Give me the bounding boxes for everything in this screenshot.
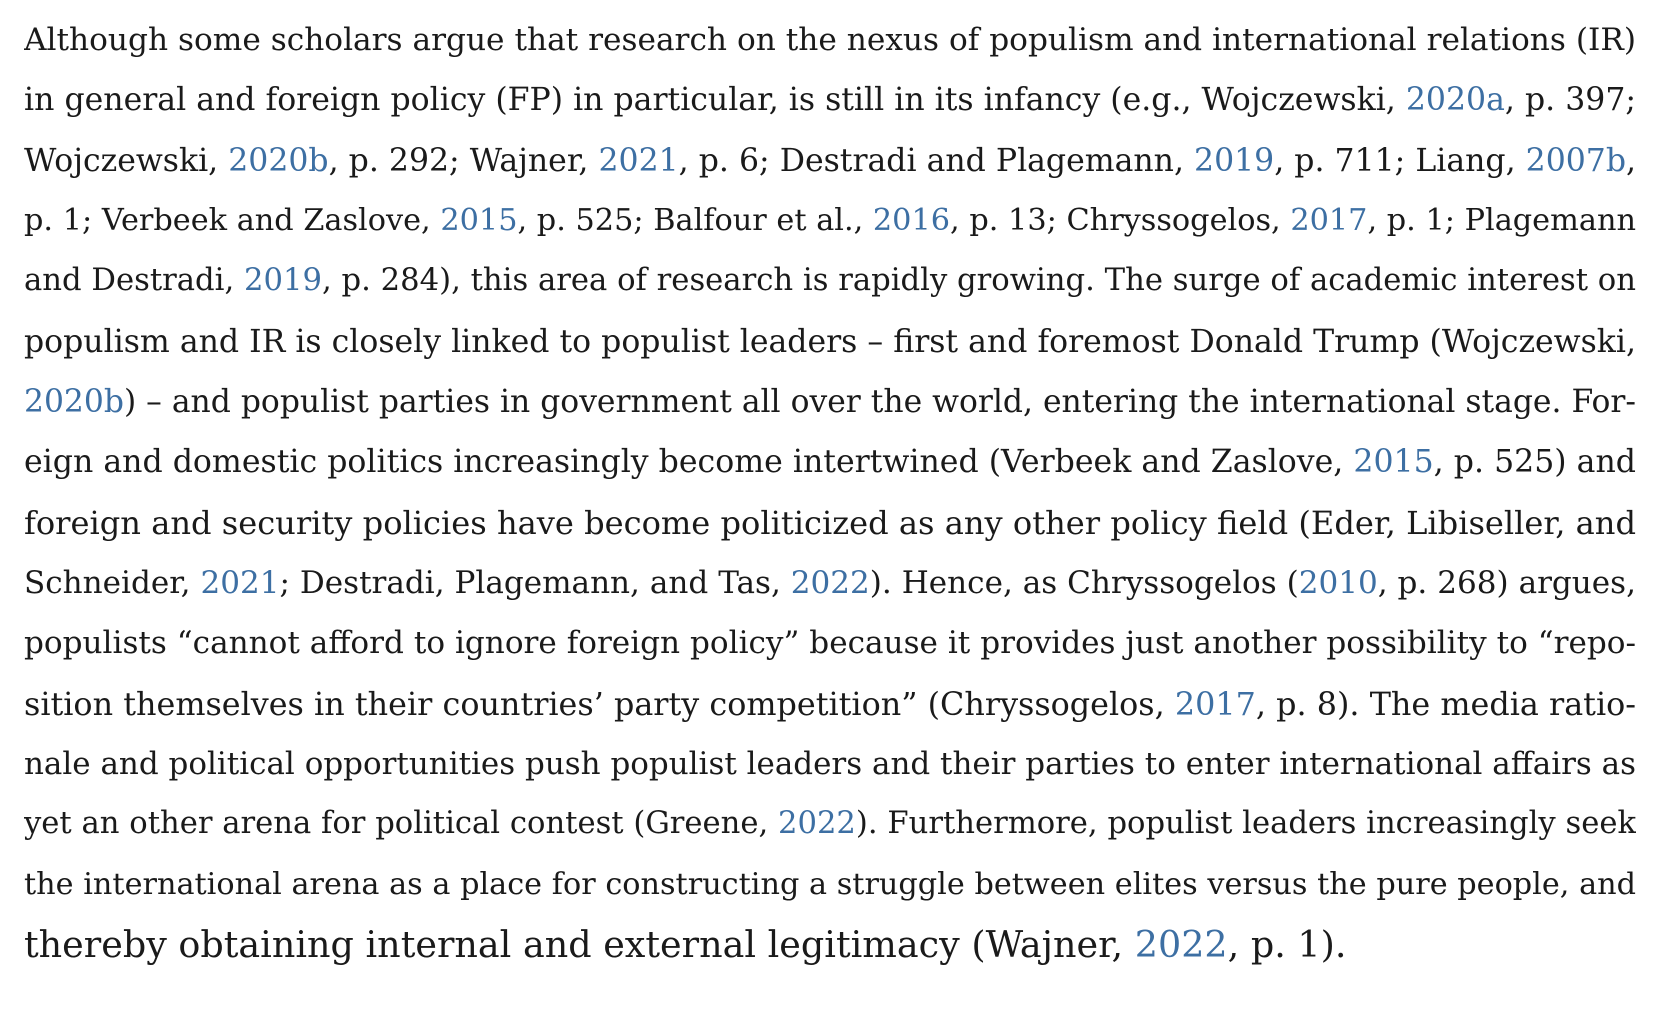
citation-year-link[interactable]: 2007b (1525, 142, 1626, 179)
citation-year-link[interactable]: 2017 (1174, 684, 1256, 723)
body-text-segment: ; Destradi, Plagemann, and Tas, (279, 565, 791, 602)
citation-year-link[interactable]: 2015 (1353, 444, 1434, 481)
text-line (24, 10, 1636, 70)
body-text-segment: , p. 292; Wajner, (328, 142, 599, 179)
citation-year-link[interactable]: 2019 (1194, 142, 1275, 179)
citation-year-link[interactable]: 2021 (200, 565, 280, 602)
text-line (24, 553, 1636, 613)
citation-year-link[interactable]: 2015 (440, 203, 518, 239)
citation-year-link[interactable]: 2020b (24, 384, 124, 421)
body-paragraph (24, 10, 1636, 976)
body-text-segment: populism and IR is closely linked to populist leaders – first and foremost Donald Trump (Wojczewski, (24, 323, 1636, 360)
body-text-segment: , p. 268) argues, (1377, 565, 1636, 602)
body-text-segment: populists “cannot afford to ignore foreign policy” because it provides just another possibility to “repo- (24, 625, 1636, 662)
body-text-segment: ) – and populist parties in government all over the world, entering the international stage. For- (123, 384, 1636, 421)
citation-year-link[interactable]: 2019 (244, 263, 322, 299)
text-line (24, 674, 1636, 734)
body-text-segment: , p. 1; Plagemann (1367, 203, 1636, 239)
body-text-segment: Although some scholars argue that research on the nexus of populism and international relations (IR) (24, 22, 1636, 58)
citation-year-link[interactable]: 2022 (778, 806, 856, 842)
body-text-segment: , (1626, 142, 1636, 179)
citation-year-link[interactable]: 2020a (1405, 82, 1505, 119)
text-line (24, 372, 1636, 432)
body-text-segment: Wojczewski, (24, 142, 229, 179)
body-text-segment: , p. 711; Liang, (1274, 142, 1526, 179)
text-line (24, 613, 1636, 673)
citation-year-link[interactable]: 2020b (228, 142, 329, 179)
citation-year-link[interactable]: 2022 (1134, 923, 1228, 967)
body-text-segment: eign and domestic politics increasingly become intertwined (Verbeek and Zaslove, (24, 444, 1354, 481)
text-line (24, 794, 1636, 854)
citation-year-link[interactable]: 2021 (598, 142, 679, 179)
text-line (24, 734, 1636, 794)
text-line (24, 312, 1636, 372)
body-text-segment: yet an other arena for political contest (Greene, (24, 806, 778, 842)
body-text-segment: and Destradi, (24, 263, 244, 299)
text-line (24, 131, 1636, 191)
body-text-segment: , p. 8). The media ratio- (1255, 684, 1636, 723)
body-text-segment: thereby obtaining internal and external legitimacy (Wajner, (24, 923, 1135, 967)
body-text-segment: Schneider, (24, 565, 201, 602)
body-text-segment: p. 1; Verbeek and Zaslove, (24, 203, 441, 239)
text-line (24, 191, 1636, 251)
body-text-segment: the international arena as a place for constructing a struggle between elites versus the pure people, and (24, 866, 1636, 902)
body-text-segment: , p. 525) and (1433, 444, 1636, 481)
body-text-segment: ). Furthermore, populist leaders increasingly seek (855, 806, 1636, 842)
citation-year-link[interactable]: 2022 (790, 565, 870, 602)
body-text-segment: in general and foreign policy (FP) in particular, is still in its infancy (e.g., Wojczewski, (24, 82, 1406, 119)
text-line (24, 915, 1636, 975)
text-line (24, 251, 1636, 311)
body-text-segment: sition themselves in their countries’ party competition” (Chryssogelos, (24, 684, 1175, 723)
text-line (24, 493, 1636, 553)
body-text-segment: nale and political opportunities push populist leaders and their parties to enter international affairs as (24, 746, 1636, 783)
body-text-segment: , p. 6; Destradi and Plagemann, (678, 142, 1195, 179)
body-text-segment: , p. 284), this area of research is rapidly growing. The surge of academic interest on (321, 263, 1636, 299)
text-line (24, 855, 1636, 915)
text-line (24, 432, 1636, 492)
body-text-segment: , p. 525; Balfour et al., (517, 203, 873, 239)
text-line (24, 70, 1636, 130)
citation-year-link[interactable]: 2016 (872, 203, 951, 239)
body-text-segment: , p. 13; Chryssogelos, (950, 203, 1291, 239)
citation-year-link[interactable]: 2010 (1298, 565, 1378, 602)
body-text-segment: ). Hence, as Chryssogelos ( (869, 565, 1299, 602)
body-text-segment: , p. 1). (1227, 923, 1347, 967)
citation-year-link[interactable]: 2017 (1290, 203, 1368, 239)
body-text-segment: , p. 397; (1504, 82, 1636, 119)
body-text-segment: foreign and security policies have become politicized as any other policy field (Eder, Libiseller, and (24, 503, 1636, 542)
